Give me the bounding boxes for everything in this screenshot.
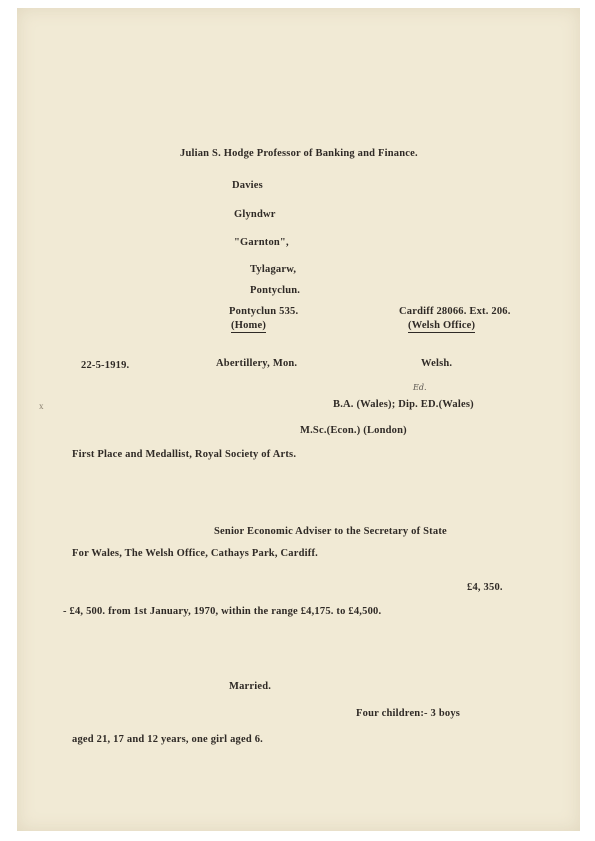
degrees-line-1: B.A. (Wales); Dip. ED.(Wales) <box>333 399 474 410</box>
home-phone-number: Pontyclun 535. <box>229 306 299 317</box>
forename: Glyndwr <box>234 209 276 220</box>
salary-note: - £4, 500. from 1st January, 1970, within the range £4,175. to £4,500. <box>63 606 382 617</box>
surname: Davies <box>232 180 263 191</box>
birth-place: Abertillery, Mon. <box>216 358 298 369</box>
marital-status: Married. <box>229 681 272 692</box>
children-line-1: Four children:- 3 boys <box>356 708 461 719</box>
home-phone-label: (Home) <box>231 320 267 331</box>
handwritten-note: Ed. <box>413 383 427 392</box>
office-phone-number: Cardiff 28066. Ext. 206. <box>399 306 511 317</box>
salary: £4, 350. <box>467 582 503 593</box>
position-line-1: Senior Economic Adviser to the Secretary of State <box>214 526 447 537</box>
address-line-2: Tylagarw, <box>250 264 297 275</box>
document-page <box>17 8 580 831</box>
birth-date: 22-5-1919. <box>81 360 130 371</box>
degrees-line-2: M.Sc.(Econ.) (London) <box>300 425 407 436</box>
margin-mark: x <box>39 401 44 411</box>
distinction: First Place and Medallist, Royal Society of Arts. <box>72 449 297 460</box>
office-phone-label: (Welsh Office) <box>408 320 476 331</box>
professorship-title: Julian S. Hodge Professor of Banking and Finance. <box>180 148 418 159</box>
nationality: Welsh. <box>421 358 453 369</box>
position-line-2: For Wales, The Welsh Office, Cathays Park, Cardiff. <box>72 548 318 559</box>
home-phone-label-wrap <box>231 320 266 331</box>
address-line-3: Pontyclun. <box>250 285 301 296</box>
children-line-2: aged 21, 17 and 12 years, one girl aged 6. <box>72 734 263 745</box>
office-phone-label-wrap <box>408 320 475 331</box>
address-line-1: "Garnton", <box>234 237 289 248</box>
